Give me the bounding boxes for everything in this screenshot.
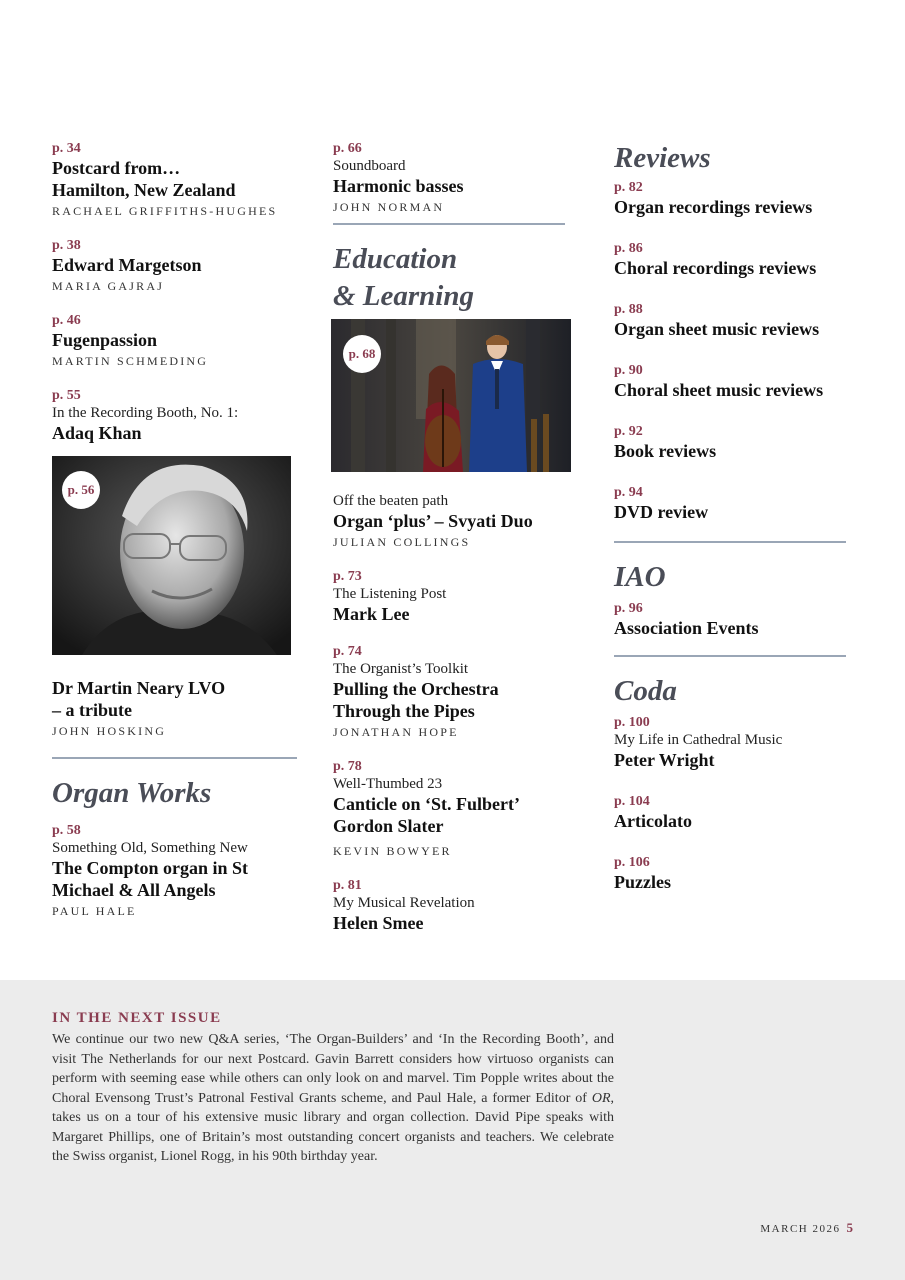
page-number: p. 38 — [52, 238, 81, 253]
page-number: p. 94 — [614, 485, 643, 500]
entry-title: – a tribute — [52, 700, 132, 720]
page-number: p. 90 — [614, 363, 643, 378]
entry-author: MARIA GAJRAJ — [52, 279, 165, 293]
contents-entry[interactable] — [614, 240, 854, 279]
entry-title: Michael & All Angels — [52, 880, 216, 900]
duo-photo[interactable] — [331, 319, 571, 472]
entry-title: Harmonic basses — [333, 176, 464, 196]
section-divider — [52, 757, 297, 759]
entry-title: Pulling the Orchestra — [333, 679, 499, 699]
entry-title: Organ sheet music reviews — [614, 319, 820, 339]
section-divider — [614, 655, 846, 657]
entry-kicker: Soundboard — [333, 158, 406, 174]
entry-title: Choral sheet music reviews — [614, 380, 824, 400]
entry-kicker: My Life in Cathedral Music — [614, 732, 783, 748]
section-heading-line: Education — [333, 243, 458, 275]
contents-entry[interactable] — [614, 484, 854, 523]
page-number: p. 106 — [614, 855, 650, 870]
section-heading-education — [333, 241, 573, 315]
next-issue-text-part: We continue our two new Q&A series, ‘The Organ-Builders’ and ‘In the Recording Booth’, and visit The Netherlands for our next Postcard. Gavin Barrett considers how virtuoso organists can perform with seeming ease while others can only look on and marvel. Tim Popple writes about the Choral Evensong Trust’s Patronal Festival Grants scheme, and Paul Hale, a former Editor of — [52, 1032, 614, 1106]
next-issue-panel — [0, 980, 905, 1280]
entry-title: Canticle on ‘St. Fulbert’ — [333, 794, 520, 814]
entry-title: Through the Pipes — [333, 701, 475, 721]
page-number: p. 104 — [614, 794, 650, 809]
entry-title: Puzzles — [614, 872, 671, 892]
section-heading-coda: Coda — [614, 675, 677, 707]
contents-entry[interactable] — [614, 423, 854, 462]
contents-entry[interactable] — [614, 600, 854, 639]
contents-entry[interactable] — [614, 793, 854, 832]
page-number: p. 74 — [333, 644, 362, 659]
entry-title: Organ recordings reviews — [614, 197, 813, 217]
entry-title: Association Events — [614, 618, 759, 638]
contents-entry[interactable] — [614, 179, 854, 218]
contents-entry[interactable] — [52, 140, 297, 219]
page-number: p. 86 — [614, 241, 643, 256]
folio-date: MARCH 2026 — [760, 1223, 841, 1235]
page-number: p. 96 — [614, 601, 643, 616]
entry-title: Mark Lee — [333, 604, 410, 624]
entry-author: KEVIN BOWYER — [333, 844, 452, 858]
entry-kicker: My Musical Revelation — [333, 895, 475, 911]
entry-author: JOHN NORMAN — [333, 200, 445, 214]
contents-entry[interactable] — [333, 643, 573, 740]
contents-entry[interactable] — [333, 492, 573, 550]
entry-kicker: Well-Thumbed 23 — [333, 776, 443, 792]
section-heading-reviews: Reviews — [614, 142, 711, 174]
contents-entry[interactable] — [333, 877, 573, 934]
entry-title: Articolato — [614, 811, 692, 831]
entry-kicker: Off the beaten path — [333, 493, 449, 509]
contents-entry[interactable] — [614, 714, 854, 771]
column-left — [52, 140, 297, 937]
entry-title: Gordon Slater — [333, 816, 444, 836]
entry-title: Choral recordings reviews — [614, 258, 817, 278]
page-number: p. 81 — [333, 878, 362, 893]
contents-entry[interactable] — [52, 677, 297, 739]
entry-title: Postcard from… — [52, 158, 181, 178]
entry-kicker: The Organist’s Toolkit — [333, 661, 469, 677]
entry-author: RACHAEL GRIFFITHS-HUGHES — [52, 204, 278, 218]
next-issue-text-italic: OR — [591, 1090, 611, 1106]
entry-title: Peter Wright — [614, 750, 715, 770]
contents-entry[interactable] — [333, 758, 573, 859]
section-divider — [333, 223, 565, 225]
contents-entry[interactable] — [333, 568, 573, 625]
column-middle — [333, 140, 573, 952]
entry-title: Fugenpassion — [52, 330, 158, 350]
contents-entry[interactable] — [614, 854, 854, 893]
section-heading-iao: IAO — [614, 561, 666, 593]
section-heading-line: & Learning — [333, 280, 474, 312]
contents-entry[interactable] — [333, 140, 573, 215]
section-divider — [614, 541, 846, 543]
contents-entry[interactable] — [52, 237, 297, 294]
entry-kicker: Something Old, Something New — [52, 840, 248, 856]
entry-author: JOHN HOSKING — [52, 724, 167, 738]
page-number: p. 34 — [52, 141, 81, 156]
entry-title: Dr Martin Neary LVO — [52, 678, 226, 698]
column-right — [614, 140, 854, 911]
contents-entry[interactable] — [614, 301, 854, 340]
contents-entry[interactable] — [52, 822, 297, 919]
entry-title: DVD review — [614, 502, 709, 522]
page-number: p. 73 — [333, 569, 362, 584]
page-number: p. 88 — [614, 302, 643, 317]
page-number: p. 78 — [333, 759, 362, 774]
next-issue-text-part: , takes us on a tour of his extensive music library and organ collection. David Pipe speaks with Margaret Phillips, one of Britain’s most outstanding concert organists and teachers. We celebrate the Swiss organist, Lionel Rogg, in his 90th birthday year. — [52, 1090, 614, 1164]
page-folio — [760, 1220, 853, 1236]
contents-entry[interactable] — [614, 362, 854, 401]
entry-author: MARTIN SCHMEDING — [52, 354, 209, 368]
entry-title: The Compton organ in St — [52, 858, 249, 878]
entry-title: Helen Smee — [333, 913, 424, 933]
contents-entry[interactable] — [52, 387, 297, 444]
entry-kicker: The Listening Post — [333, 586, 447, 602]
entry-kicker: In the Recording Booth, No. 1: — [52, 405, 239, 421]
entry-title: Hamilton, New Zealand — [52, 180, 236, 200]
page-number: p. 55 — [52, 388, 81, 403]
entry-title: Edward Margetson — [52, 255, 202, 275]
page-badge: p. 68 — [343, 335, 381, 373]
entry-author: PAUL HALE — [52, 904, 137, 918]
section-heading-organ-works: Organ Works — [52, 777, 212, 809]
page-number: p. 92 — [614, 424, 643, 439]
page-number: p. 58 — [52, 823, 81, 838]
page-number: p. 82 — [614, 180, 643, 195]
next-issue-heading: IN THE NEXT ISSUE — [52, 1010, 222, 1026]
next-issue-text — [52, 1030, 614, 1167]
page-number: p. 66 — [333, 141, 362, 156]
entry-author: JONATHAN HOPE — [333, 725, 459, 739]
entry-author: JULIAN COLLINGS — [333, 535, 471, 549]
entry-title: Organ ‘plus’ – Svyati Duo — [333, 511, 533, 531]
entry-title: Adaq Khan — [52, 423, 142, 443]
portrait-photo[interactable] — [52, 456, 291, 655]
page-number: p. 46 — [52, 313, 81, 328]
folio-page-number: 5 — [846, 1220, 853, 1235]
entry-title: Book reviews — [614, 441, 717, 461]
contents-entry[interactable] — [52, 312, 297, 369]
page-badge: p. 56 — [62, 471, 100, 509]
page-number: p. 100 — [614, 715, 650, 730]
